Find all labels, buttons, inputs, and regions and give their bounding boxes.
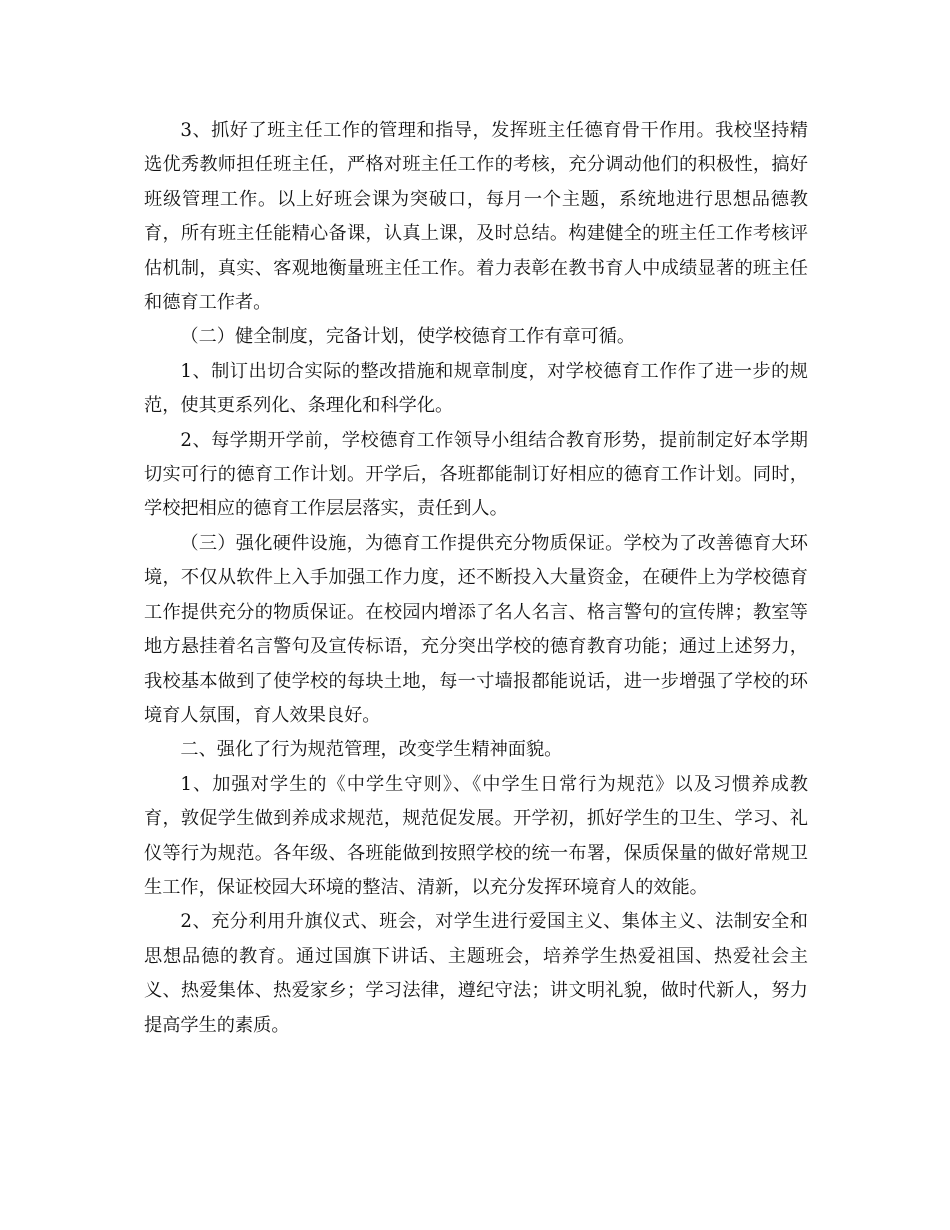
heading-behavior-management: 二、强化了行为规范管理，改变学生精神面貌。: [180, 739, 563, 761]
paragraph-rules-and-regulations: 1、制订出切合实际的整改措施和规章制度，对学校德育工作作了进一步的规范，使其更系列化、条理化和科学化。: [144, 360, 808, 417]
paragraph-student-code: 1、加强对学生的《中学生守则》、《中学生日常行为规范》以及习惯养成教育，敦促学生做到养成求规范，规范促发展。开学初，抓好学生的卫生、学习、礼仪等行为规范。各年级、各班能做到按照学校的统一布署，保质保量的做好常规卫生工作，保证校园大环境的整洁、清新，以充分发挥环境育人的效能。: [144, 773, 808, 898]
paragraph-class-teacher-management: 3、抓好了班主任工作的管理和指导，发挥班主任德育骨干作用。我校坚持精选优秀教师担任班主任，严格对班主任工作的考核，充分调动他们的积极性，搞好班级管理工作。以上好班会课为突破口，每月一个主题，系统地进行思想品德教育，所有班主任能精心备课，认真上课，及时总结。构建健全的班主任工作考核评估机制，真实、客观地衡量班主任工作。着力表彰在教书育人中成绩显著的班主任和德育工作者。: [144, 120, 808, 314]
paragraph-patriotic-education: 2、充分利用升旗仪式、班会，对学生进行爱国主义、集体主义、法制安全和思想品德的教育。通过国旗下讲话、主题班会，培养学生热爱祖国、热爱社会主义、热爱集体、热爱家乡；学习法律，遵纪守法；讲文明礼貌，做时代新人，努力提高学生的素质。: [144, 911, 808, 1036]
paragraph-hardware-facilities: （三）强化硬件设施，为德育工作提供充分物质保证。学校为了改善德育大环境，不仅从软件上入手加强工作力度，还不断投入大量资金，在硬件上为学校德育工作提供充分的物质保证。在校园内增添了名人名言、格言警句的宣传牌；教室等地方悬挂着名言警句及宣传标语，充分突出学校的德育教育功能；通过上述努力，我校基本做到了使学校的每块土地，每一寸墙报都能说话，进一步增强了学校的环境育人氛围，育人效果良好。: [144, 532, 808, 726]
paragraph-semester-plan: 2、每学期开学前，学校德育工作领导小组结合教育形势，提前制定好本学期切实可行的德育工作计划。开学后，各班都能制订好相应的德育工作计划。同时，学校把相应的德育工作层层落实，责任到人。: [144, 429, 808, 520]
document-body: [144, 114, 808, 1043]
heading-system-and-plans: （二）健全制度，完备计划，使学校德育工作有章可循。: [180, 326, 636, 348]
